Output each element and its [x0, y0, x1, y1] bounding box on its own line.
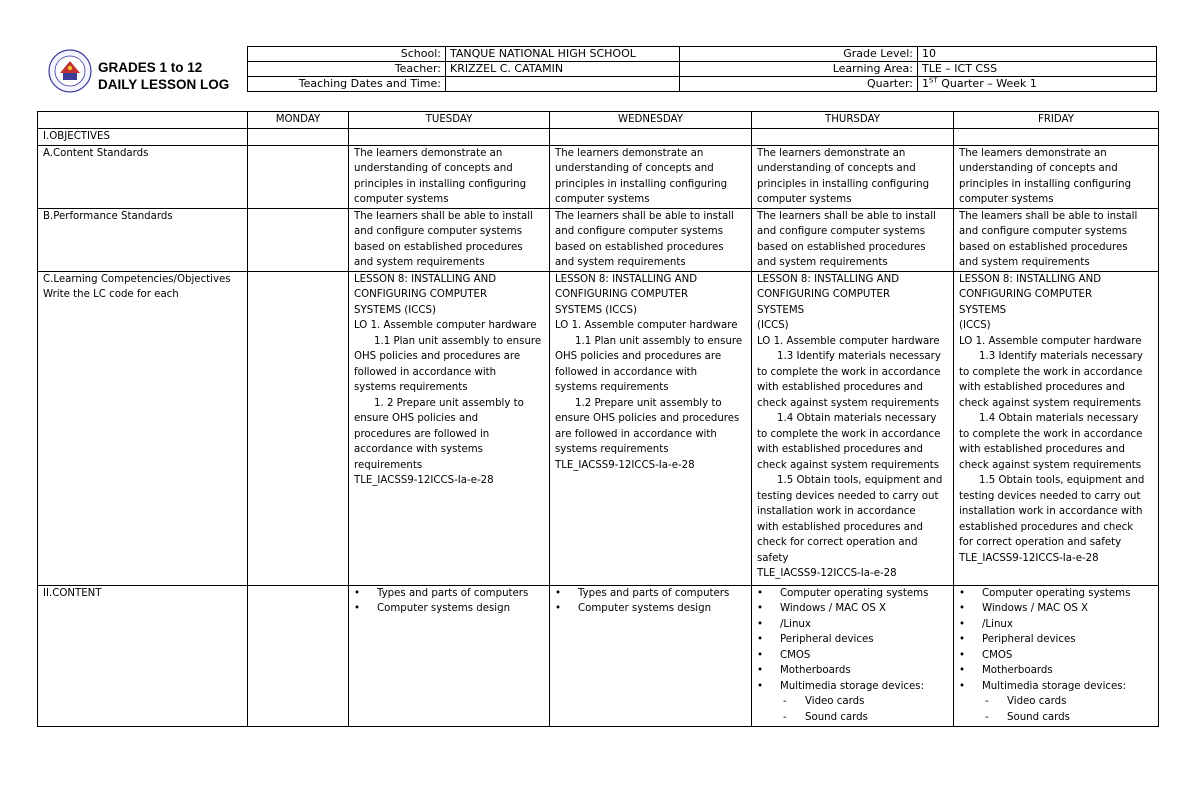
performance-standards-cell	[349, 208, 550, 271]
cell-line: computer systems	[757, 194, 852, 205]
cell-line: 1.1 Plan unit assembly to ensure	[575, 335, 743, 347]
cell-line: The learners demonstrate an	[757, 147, 906, 159]
cell-line: TLE_IACSS9-12ICCS-Ia-e-28	[354, 475, 494, 486]
day-header: THURSDAY	[752, 112, 954, 129]
bullet-item: • Windows / MAC OS X	[959, 601, 1153, 617]
bullet-item: • Windows / MAC OS X	[757, 601, 948, 617]
bullet-item: • Multimedia storage devices:	[959, 679, 1153, 695]
content-label: II.CONTENT	[38, 585, 248, 726]
grade-level-value: 10	[918, 47, 1157, 62]
cell-line: installation work in accordance	[757, 506, 916, 517]
cell-line: and system requirements	[959, 257, 1090, 268]
cell-line: based on established procedures	[959, 241, 1128, 253]
learning-competencies-cell	[954, 271, 1159, 585]
cell-line: procedures are followed in	[354, 428, 490, 440]
cell-line: 1.3 Identify materials necessary	[979, 351, 1143, 362]
cell-line: The leamers demonstrate an	[959, 147, 1107, 159]
cell-line: with established procedures and	[959, 382, 1125, 393]
cell-line: and configure computer systems	[555, 226, 724, 237]
learning-area-label: Learning Area:	[680, 62, 918, 77]
learning-competencies-label: C.Learning Competencies/Objectives Write the LC code for each	[38, 271, 248, 585]
cell-line: LESSON 8: INSTALLING AND	[354, 273, 497, 285]
cell-line: and configure computer systems	[959, 226, 1128, 237]
learning-competencies-cell	[550, 271, 752, 585]
cell-line: 1.5 Obtain tools, equipment and	[979, 475, 1145, 486]
cell-line: with established procedures and	[757, 382, 923, 393]
content-cell	[954, 585, 1159, 726]
cell-line: with established procedures and	[757, 521, 923, 533]
cell-line: OHS policies and procedures are	[354, 351, 521, 362]
sub-bullet-item: - Sound cards	[757, 710, 948, 726]
cell-line: principles in installing configuring	[959, 178, 1132, 190]
cell-line: principles in installing configuring	[354, 178, 527, 190]
cell-line: CONFIGURING COMPUTER	[757, 289, 891, 300]
cell-line: check against system requirements	[959, 459, 1142, 471]
content-standards-cell	[550, 145, 752, 208]
cell-line: understanding of concepts and	[757, 163, 916, 174]
cell-line: The learners shall be able to install	[354, 210, 533, 222]
cell-line: LO 1. Assemble computer hardware	[757, 335, 940, 347]
cell-line: SYSTEMS	[757, 304, 805, 316]
cell-line: check against system requirements	[757, 397, 940, 409]
cell-line: (ICCS)	[757, 320, 789, 331]
cell-line: LO 1. Assemble computer hardware	[354, 320, 537, 331]
school-value: TANQUE NATIONAL HIGH SCHOOL	[446, 47, 680, 62]
day-header: MONDAY	[248, 112, 349, 129]
cell-line: LO 1. Assemble computer hardware	[555, 320, 738, 331]
bullet-item: • Computer systems design	[555, 601, 746, 617]
cell-line: The learners shall be able to install	[757, 210, 936, 222]
content-cell	[752, 585, 954, 726]
cell-line: installation work in accordance with	[959, 506, 1143, 517]
performance-standards-cell	[550, 208, 752, 271]
dates-label: Teaching Dates and Time:	[248, 77, 446, 92]
deped-seal-icon	[48, 49, 92, 93]
cell-line: and configure computer systems	[757, 226, 926, 237]
cell-line: 1.3 Identify materials necessary	[777, 351, 941, 362]
bullet-item: • Peripheral devices	[757, 632, 948, 648]
cell-line: 1.4 Obtain materials necessary	[979, 413, 1139, 424]
teacher-value: KRIZZEL C. CATAMIN	[446, 62, 680, 77]
cell-line: ensure OHS policies and procedures	[555, 413, 740, 424]
cell-line: 1. 2 Prepare unit assembly to	[374, 397, 524, 409]
cell-line: TLE_IACSS9-12ICCS-Ia-e-28	[959, 552, 1099, 564]
cell-line: with established procedures and	[757, 444, 923, 455]
cell-line: The leamers shall be able to install	[959, 210, 1138, 222]
cell-line: CONFIGURING COMPUTER	[959, 289, 1093, 300]
dates-value	[446, 77, 680, 92]
grade-level-label: Grade Level:	[680, 47, 918, 62]
cell-line: TLE_IACSS9-12ICCS-Ia-e-28	[757, 568, 897, 579]
cell-line: LESSON 8: INSTALLING AND	[757, 273, 900, 285]
cell-line: testing devices needed to carry out	[959, 490, 1141, 502]
cell-line: accordance with systems	[354, 444, 483, 455]
cell-line: LESSON 8: INSTALLING AND	[555, 273, 698, 285]
cell-line: check against system requirements	[959, 397, 1142, 409]
learning-competencies-row	[38, 271, 1159, 585]
sub-bullet-item: - Video cards	[757, 694, 948, 710]
cell-line: computer systems	[555, 194, 650, 205]
cell-line: 1.5 Obtain tools, equipment and	[777, 475, 943, 486]
cell-line: The learners shall be able to install	[555, 210, 734, 222]
cell-line: principles in installing configuring	[757, 178, 930, 190]
cell-line: with established procedures and	[959, 444, 1125, 455]
bullet-item: • Computer systems design	[354, 601, 544, 617]
cell-line: LESSON 8: INSTALLING AND	[959, 273, 1102, 285]
quarter-label: Quarter:	[680, 77, 918, 92]
cell-line: SYSTEMS	[959, 304, 1007, 316]
bullet-item: • CMOS	[757, 648, 948, 664]
learning-competencies-cell	[349, 271, 550, 585]
content-standards-cell	[954, 145, 1159, 208]
cell-line: ensure OHS policies and	[354, 413, 479, 424]
cell-line: LO 1. Assemble computer hardware	[959, 335, 1142, 347]
cell-line: understanding of concepts and	[354, 163, 513, 174]
cell-line: computer systems	[959, 194, 1054, 205]
cell-line: OHS policies and procedures are	[555, 351, 722, 362]
cell-line: systems requirements	[555, 382, 669, 393]
form-title-line2: DAILY LESSON LOG	[98, 77, 230, 92]
cell-line: TLE_IACSS9-12ICCS-Ia-e-28	[555, 459, 695, 471]
cell-line: 1.2 Prepare unit assembly to	[575, 397, 722, 409]
cell-line: CONFIGURING COMPUTER	[555, 289, 689, 300]
day-header: FRIDAY	[954, 112, 1159, 129]
cell-line: systems requirements	[354, 382, 468, 393]
cell-line: to complete the work in accordance	[757, 366, 941, 378]
cell-line: based on established procedures	[555, 241, 724, 253]
quarter-value: 1ST Quarter – Week 1	[918, 77, 1157, 92]
cell-line: requirements	[354, 459, 423, 471]
cell-line: principles in installing configuring	[555, 178, 728, 190]
cell-line: CONFIGURING COMPUTER	[354, 289, 488, 300]
bullet-item: • Motherboards	[757, 663, 948, 679]
header-info-table	[247, 46, 1157, 92]
performance-standards-cell	[954, 208, 1159, 271]
cell-line: systems requirements	[555, 444, 669, 455]
bullet-item: • CMOS	[959, 648, 1153, 664]
cell-line: to complete the work in accordance	[757, 428, 941, 440]
cell-line: 1.4 Obtain materials necessary	[777, 413, 937, 424]
cell-line: testing devices needed to carry out	[757, 490, 939, 502]
cell-line: The learners demonstrate an	[354, 147, 503, 159]
bullet-item: • Multimedia storage devices:	[757, 679, 948, 695]
bullet-item: • Peripheral devices	[959, 632, 1153, 648]
sub-bullet-item: - Sound cards	[959, 710, 1153, 726]
cell-line: to complete the work in accordance	[959, 366, 1143, 378]
content-cell	[550, 585, 752, 726]
day-header-row	[38, 112, 1159, 129]
cell-line: The learners demonstrate an	[555, 147, 704, 159]
bullet-item: • Computer operating systems	[959, 586, 1153, 602]
cell-line: based on established procedures	[757, 241, 926, 253]
cell-line: to complete the work in accordance	[959, 428, 1143, 440]
cell-line: SYSTEMS (ICCS)	[555, 304, 637, 316]
day-header: TUESDAY	[349, 112, 550, 129]
bullet-item: • Types and parts of computers	[555, 586, 746, 602]
cell-line: followed in accordance with	[354, 366, 497, 378]
day-header: WEDNESDAY	[550, 112, 752, 129]
performance-standards-cell	[752, 208, 954, 271]
performance-standards-label: B.Performance Standards	[38, 208, 248, 271]
cell-line: computer systems	[354, 194, 449, 205]
cell-line: and configure computer systems	[354, 226, 523, 237]
bullet-item: • /Linux	[757, 617, 948, 633]
cell-line: followed in accordance with	[555, 366, 698, 378]
learning-area-value: TLE – ICT CSS	[918, 62, 1157, 77]
learning-competencies-cell	[752, 271, 954, 585]
cell-line: safety	[757, 552, 789, 564]
bullet-item: • Computer operating systems	[757, 586, 948, 602]
cell-line: and system requirements	[757, 257, 888, 268]
cell-line: 1.1 Plan unit assembly to ensure	[374, 335, 542, 347]
cell-line: check for correct operation and	[757, 537, 918, 548]
cell-line: based on established procedures	[354, 241, 523, 253]
cell-line: and system requirements	[354, 257, 485, 268]
bullet-item: • Types and parts of computers	[354, 586, 544, 602]
cell-line: understanding of concepts and	[555, 163, 714, 174]
school-label: School:	[248, 47, 446, 62]
cell-line: established procedures and check	[959, 521, 1134, 533]
performance-standards-row	[38, 208, 1159, 271]
cell-line: and system requirements	[555, 257, 686, 268]
bullet-item: • Motherboards	[959, 663, 1153, 679]
bullet-item: • /Linux	[959, 617, 1153, 633]
content-standards-cell	[349, 145, 550, 208]
cell-line: understanding of concepts and	[959, 163, 1118, 174]
form-title-line1: GRADES 1 to 12	[98, 60, 203, 75]
lesson-log-table	[37, 111, 1159, 727]
cell-line: are followed in accordance with	[555, 428, 717, 440]
content-cell	[349, 585, 550, 726]
content-standards-row	[38, 145, 1159, 208]
content-standards-label: A.Content Standards	[38, 145, 248, 208]
content-standards-cell	[752, 145, 954, 208]
content-row	[38, 585, 1159, 726]
teacher-label: Teacher:	[248, 62, 446, 77]
cell-line: for correct operation and safety	[959, 537, 1122, 548]
cell-line: SYSTEMS (ICCS)	[354, 304, 436, 316]
cell-line: (ICCS)	[959, 320, 991, 331]
cell-line: check against system requirements	[757, 459, 940, 471]
sub-bullet-item: - Video cards	[959, 694, 1153, 710]
objectives-label: I.OBJECTIVES	[38, 129, 248, 146]
